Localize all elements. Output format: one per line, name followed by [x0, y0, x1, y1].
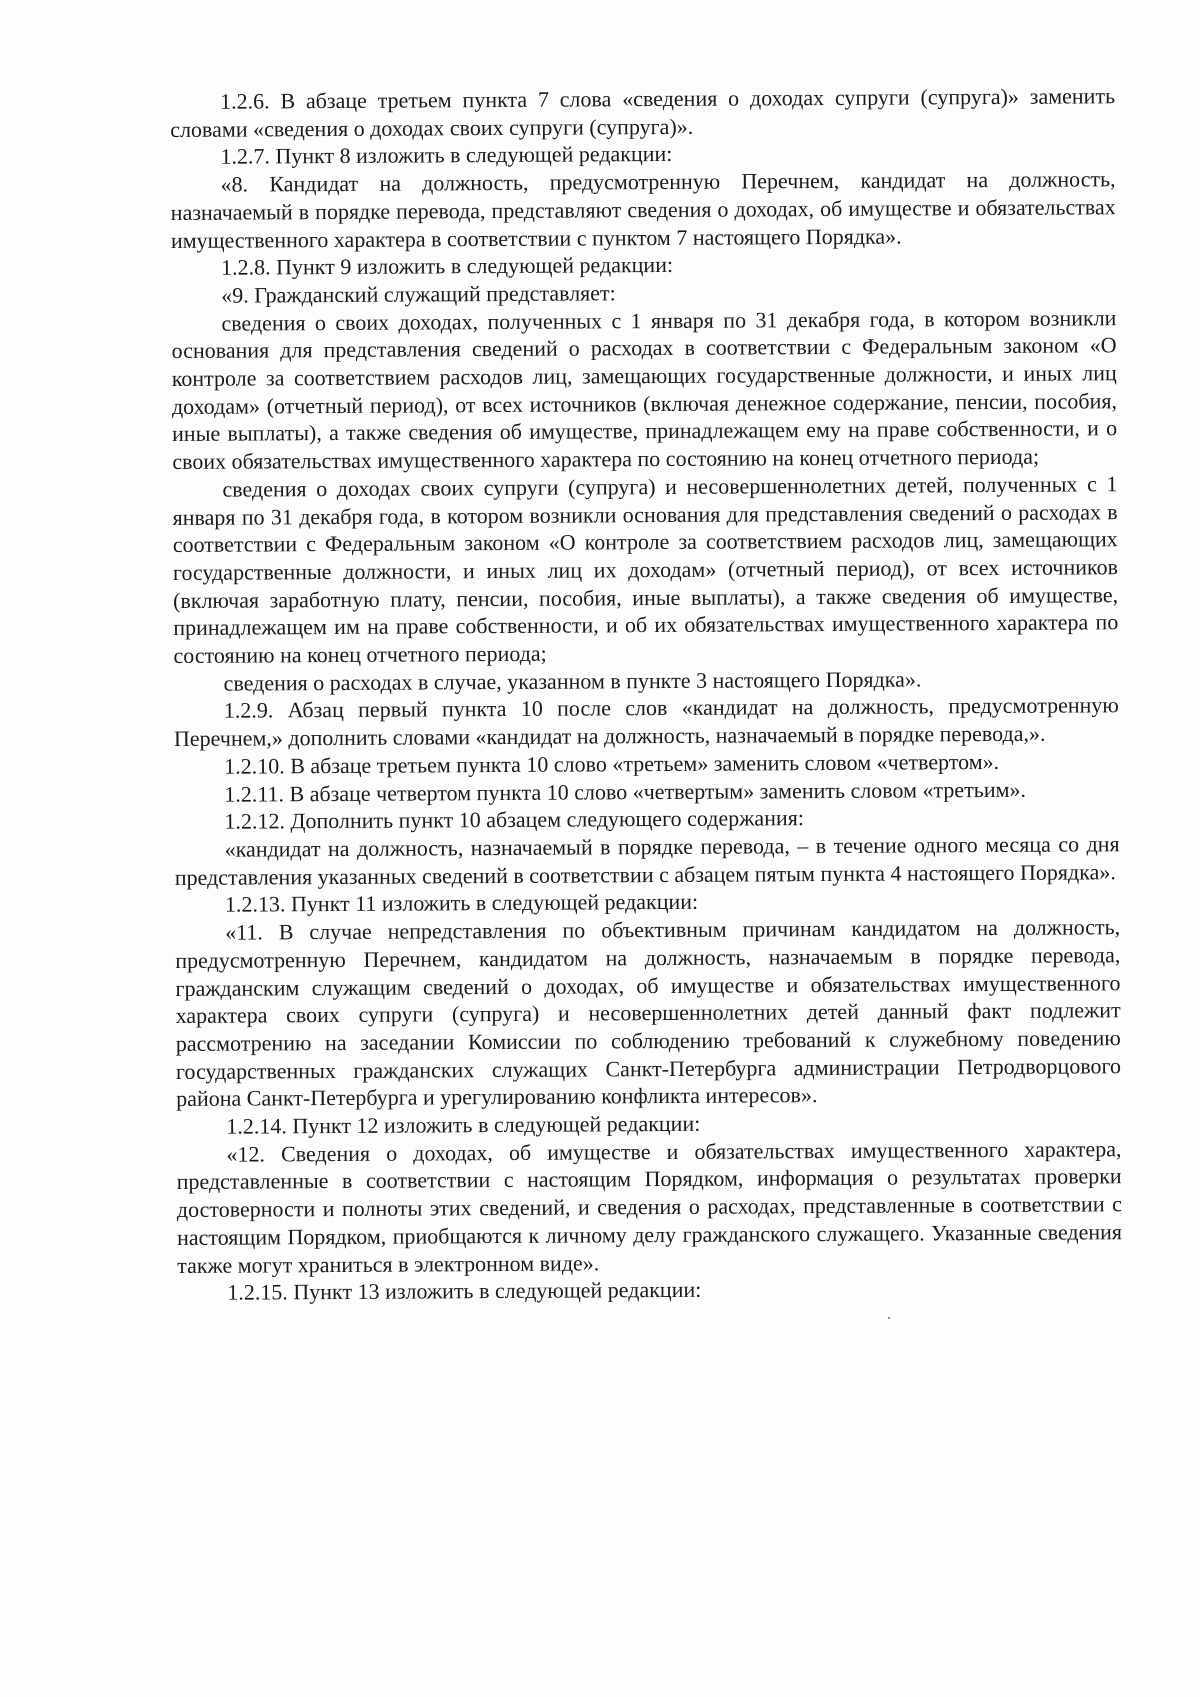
paragraph-item-9-intro: «9. Гражданский служащий представляет:: [221, 280, 616, 308]
paragraph-1-2-11: 1.2.11. В абзаце четвертом пункта 10 слово «четвертым» заменить словом «третьим».: [224, 776, 1027, 807]
paragraph-1-2-6: 1.2.6. В абзаце третьем пункта 7 слова «сведения о доходах супруги (супруга)» заменить словами «сведения о доходах своих супруги (супруга)».: [170, 83, 1116, 142]
scan-dust-speck: [888, 1317, 890, 1319]
paragraph-item-9-expenses: сведения о расходах в случае, указанном в пункте 3 настоящего Порядка».: [223, 666, 922, 696]
paragraph-1-2-14: 1.2.14. Пункт 12 изложить в следующей редакции:: [226, 1110, 701, 1139]
paragraph-item-10-addition: «кандидат на должность, назначаемый в порядке перевода, – в течение одного месяца со дня представления указанных сведений в соответствии с абзацем пятым пункта 4 настоящего Порядка».: [174, 831, 1120, 890]
paragraph-1-2-10: 1.2.10. В абзаце третьем пункта 10 слово «третьем» заменить словом «четвертом».: [224, 748, 1000, 779]
paragraph-item-9-family-income: сведения о доходах своих супруги (супруга) и несовершеннолетних детей, полученных с 1 января по 31 декабря года, в котором возникли основания для представления сведений о расходах в соответствии с Федеральным законом «О контроле за соответствием расходов лиц, замещающих государственные должности, и иных лиц их доходам» (отчетный период), от всех источников (включая заработную плату, пенсии, пособия, иные выплаты), а также сведения об имуществе, принадлежащем им на праве собственности, и об их обязательствах имущественного характера по состоянию на конец отчетного периода;: [172, 471, 1119, 669]
paragraph-item-8: «8. Кандидат на должность, предусмотренную Перечнем, кандидат на должность, назначаемый в порядке перевода, представляют сведения о доходах, об имуществе и обязательствах имущественного характера в соответствии с пунктом 7 настоящего Порядка».: [170, 166, 1116, 253]
paragraph-1-2-12: 1.2.12. Дополнить пункт 10 абзацем следующего содержания:: [224, 805, 805, 834]
document-body: [170, 82, 1122, 1307]
paragraph-item-9-own-income: сведения о своих доходах, полученных с 1 января по 31 декабря года, в котором возникли основания для представления сведений о расходах в соответствии с Федеральным законом «О контроле за соответствием расходов лиц, замещающих государственные должности, и иных лиц доходам» (отчетный период), от всех источников (включая денежное содержание, пенсии, пособия, иные выплаты), а также сведения об имуществе, принадлежащем ему на праве собственности, и о своих обязательствах имущественного характера по состоянию на конец отчетного периода;: [171, 304, 1118, 475]
paragraph-1-2-7: 1.2.7. Пункт 8 изложить в следующей редакции:: [220, 141, 673, 170]
paragraph-1-2-8: 1.2.8. Пункт 9 изложить в следующей редакции:: [221, 252, 674, 280]
paragraph-1-2-15: 1.2.15. Пункт 13 изложить в следующей редакции:: [227, 1277, 702, 1305]
paragraph-1-2-13: 1.2.13. Пункт 11 изложить в следующей редакции:: [224, 889, 699, 918]
paragraph-item-12: «12. Сведения о доходах, об имуществе и обязательствах имущественного характера, представленные в соответствии с настоящим Порядком, информация о результатах проверки достоверности и полноты этих сведений, и сведения о расходах, представленные в соответствии с настоящим Порядком, приобщаются к личному делу гражданского служащего. Указанные сведения также могут храниться в электронном виде».: [176, 1135, 1123, 1278]
paragraph-1-2-9: 1.2.9. Абзац первый пункта 10 после слов «кандидат на должность, предусмотренную Перечнем,» дополнить словами «кандидат на должность, назначаемый в порядке перевода,».: [173, 692, 1119, 752]
paragraph-item-11: «11. В случае непредставления по объективным причинам кандидатом на должность, предусмотренную Перечнем, кандидатом на должность, назначаемым в порядке перевода, гражданским служащим сведений о доходах, об имуществе и обязательствах имущественного характера своих супруги (супруга) и несовершеннолетних детей данный факт подлежит рассмотрению на заседании Комиссии по соблюдению требований к служебному поведению государственных гражданских служащих Санкт-Петербурга администрации Петродворцового района Санкт-Петербурга и урегулированию конфликта интересов».: [175, 914, 1122, 1112]
